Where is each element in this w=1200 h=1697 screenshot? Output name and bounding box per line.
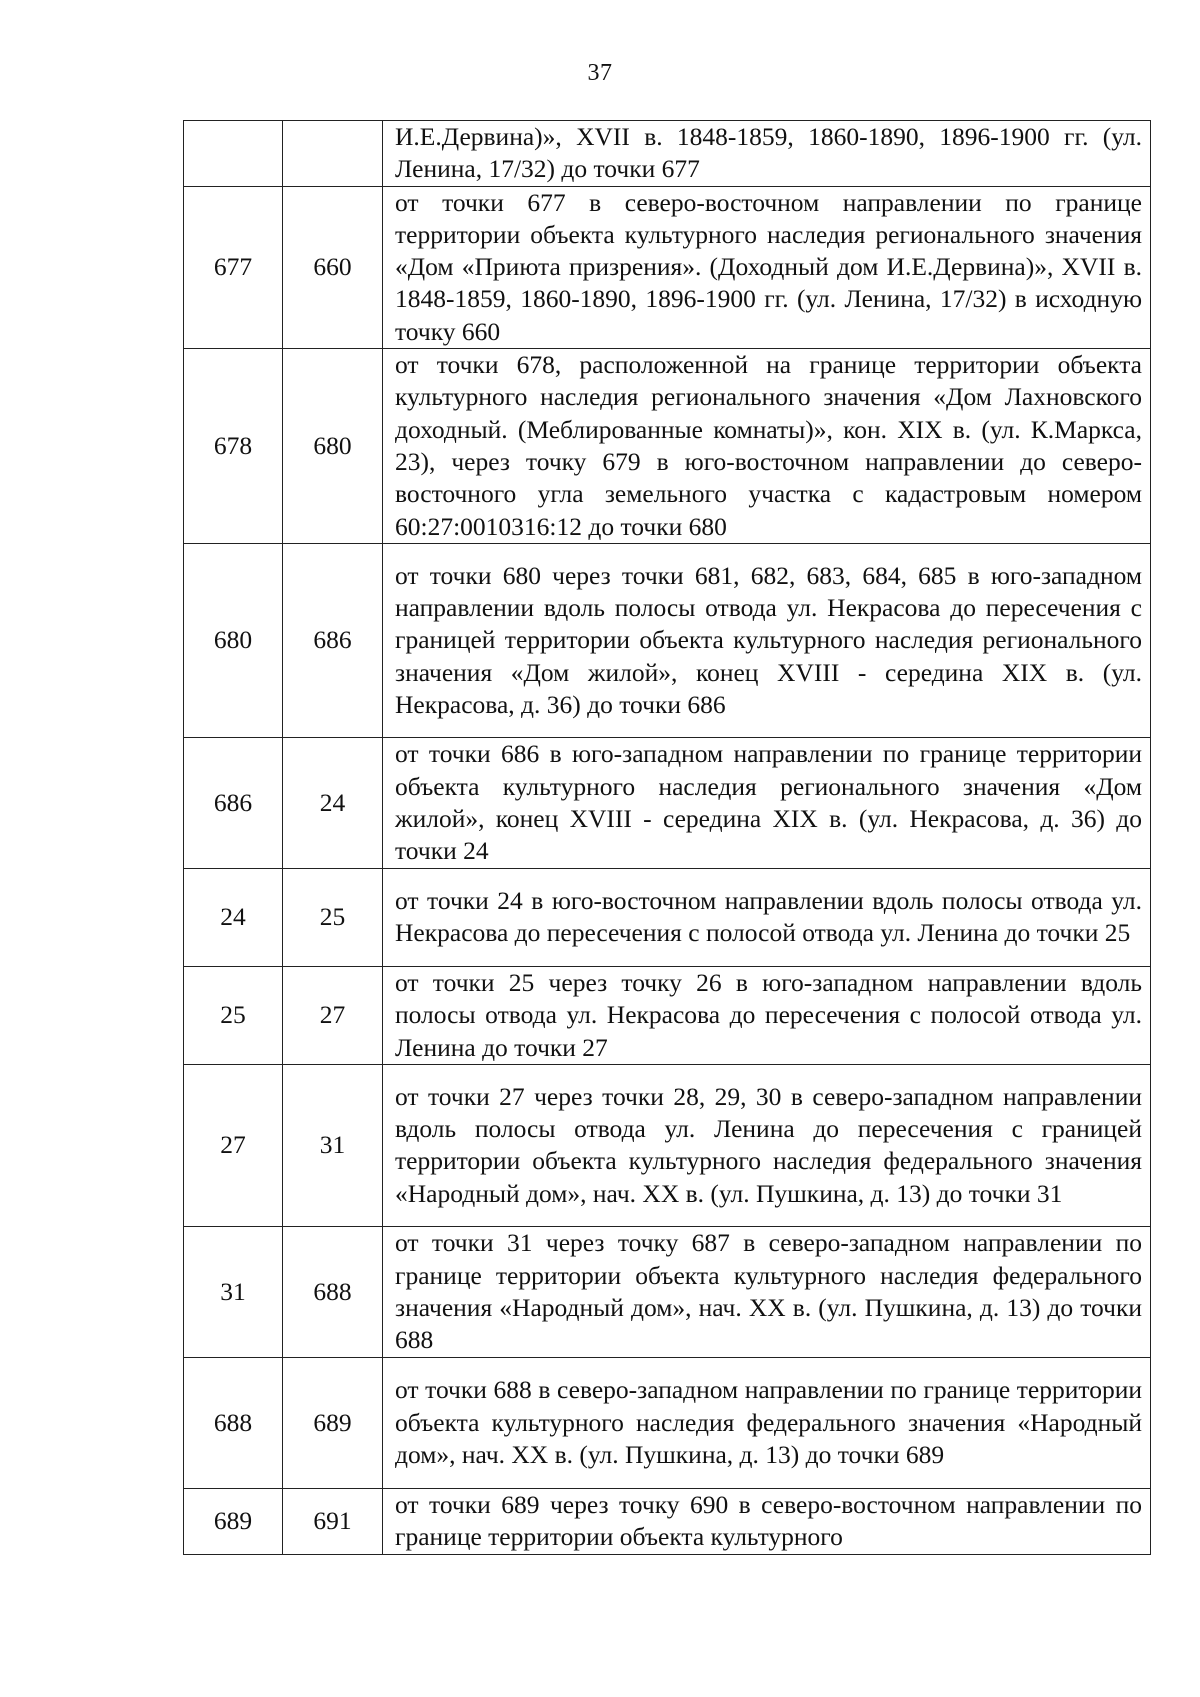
table-row (184, 186, 1151, 348)
from-point-cell: 24 (184, 868, 283, 966)
description-cell: от точки 25 через точку 26 в юго-западном направлении вдоль полосы отвода ул. Некрасова до пересечения с полосой отвода ул. Ленина до точки 27 (383, 966, 1151, 1064)
to-point-cell: 686 (283, 543, 383, 737)
to-point-cell: 25 (283, 868, 383, 966)
to-point-cell: 680 (283, 349, 383, 544)
table-row (184, 1357, 1151, 1488)
table-row (184, 1226, 1151, 1357)
description-cell: от точки 680 через точки 681, 682, 683, 684, 685 в юго-западном направлении вдоль полосы отвода ул. Некрасова до пересечения с границей территории объекта культурного наследия регионального значения «Дом жилой», конец XVIII - середина XIX в. (ул. Некрасова, д. 36) до точки 686 (383, 543, 1151, 737)
to-point-cell: 691 (283, 1488, 383, 1554)
to-point-cell: 688 (283, 1226, 383, 1357)
from-point-cell: 31 (184, 1226, 283, 1357)
from-point-cell: 25 (184, 966, 283, 1064)
from-point-cell: 677 (184, 186, 283, 348)
description-cell: от точки 24 в юго-восточном направлении вдоль полосы отвода ул. Некрасова до пересечения с полосой отвода ул. Ленина до точки 25 (383, 868, 1151, 966)
description-cell: И.Е.Дервина)», XVII в. 1848-1859, 1860-1890, 1896-1900 гг. (ул. Ленина, 17/32) до точки 677 (383, 121, 1151, 187)
description-cell: от точки 27 через точки 28, 29, 30 в северо-западном направлении вдоль полосы отвода ул. Ленина до пересечения с границей территории объекта культурного наследия федерального значения «Народный дом», нач. XX в. (ул. Пушкина, д. 13) до точки 31 (383, 1064, 1151, 1226)
description-cell: от точки 677 в северо-восточном направлении по границе территории объекта культурного наследия регионального значения «Дом «Приюта призрения». (Доходный дом И.Е.Дервина)», XVII в. 1848-1859, 1860-1890, 1896-1900 гг. (ул. Ленина, 17/32) в исходную точку 660 (383, 186, 1151, 348)
table-row (184, 737, 1151, 868)
description-cell: от точки 688 в северо-западном направлении по границе территории объекта культурного наследия федерального значения «Народный дом», нач. XX в. (ул. Пушкина, д. 13) до точки 689 (383, 1357, 1151, 1488)
table-row (184, 868, 1151, 966)
table-row (184, 121, 1151, 187)
to-point-cell (283, 121, 383, 187)
page-number: 37 (587, 60, 613, 86)
to-point-cell: 24 (283, 737, 383, 868)
from-point-cell (184, 121, 283, 187)
to-point-cell: 689 (283, 1357, 383, 1488)
from-point-cell: 680 (184, 543, 283, 737)
to-point-cell: 31 (283, 1064, 383, 1226)
description-cell: от точки 686 в юго-западном направлении по границе территории объекта культурного наследия регионального значения «Дом жилой», конец XVIII - середина XIX в. (ул. Некрасова, д. 36) до точки 24 (383, 737, 1151, 868)
table-row (184, 966, 1151, 1064)
from-point-cell: 686 (184, 737, 283, 868)
boundary-description-table (183, 120, 1151, 1555)
table-row (184, 1064, 1151, 1226)
to-point-cell: 660 (283, 186, 383, 348)
from-point-cell: 678 (184, 349, 283, 544)
table-row (184, 1488, 1151, 1554)
description-cell: от точки 678, расположенной на границе территории объекта культурного наследия регионального значения «Дом Лахновского доходный. (Меблированные комнаты)», кон. XIX в. (ул. К.Маркса, 23), через точку 679 в юго-восточном направлении до северо-восточного угла земельного участка с кадастровым номером 60:27:0010316:12 до точки 680 (383, 349, 1151, 544)
to-point-cell: 27 (283, 966, 383, 1064)
from-point-cell: 689 (184, 1488, 283, 1554)
description-cell: от точки 689 через точку 690 в северо-восточном направлении по границе территории объекта культурного (383, 1488, 1151, 1554)
from-point-cell: 688 (184, 1357, 283, 1488)
description-cell: от точки 31 через точку 687 в северо-западном направлении по границе территории объекта культурного наследия федерального значения «Народный дом», нач. XX в. (ул. Пушкина, д. 13) до точки 688 (383, 1226, 1151, 1357)
from-point-cell: 27 (184, 1064, 283, 1226)
table-row (184, 543, 1151, 737)
table-row (184, 349, 1151, 544)
